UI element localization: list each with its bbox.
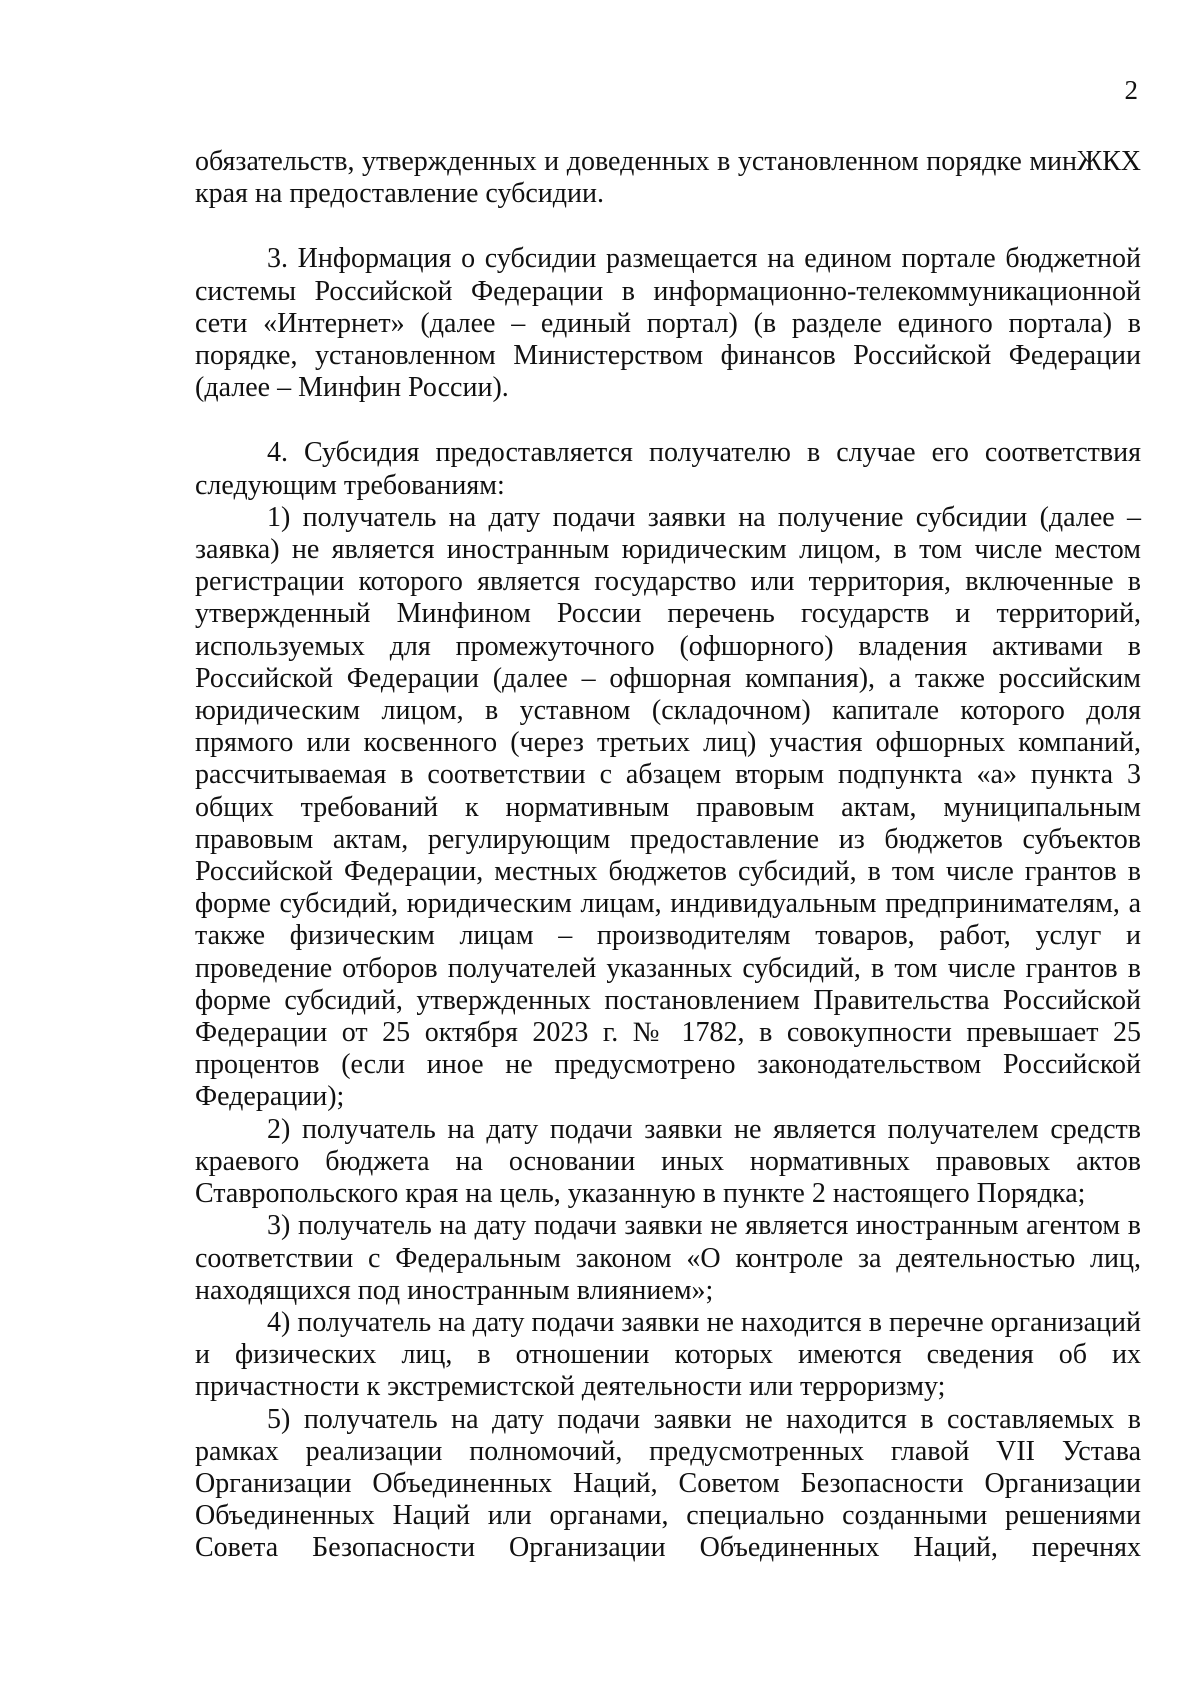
subitem-3: 3) получатель на дату подачи заявки не является иностранным агентом в соответствии с Федеральным законом «О контроле за деятельностью лиц, находящихся под иностранным влиянием»; xyxy=(195,1210,1141,1306)
paragraph-continuation: обязательств, утвержденных и доведенных в установленном порядке минЖКХ края на предоставление субсидии. xyxy=(195,146,1141,210)
paragraph-item-4: 4. Субсидия предоставляется получателю в случае его соответствия следующим требованиям: xyxy=(195,437,1141,501)
subitem-5: 5) получатель на дату подачи заявки не находится в составляемых в рамках реализации полномочий, предусмотренных главой VII Устава Организации Объединенных Наций, Советом Безопасности Организации Объединенных Наций или органами, специально созданными решениями Совета Безопасности Организации Объединенных Наций, перечнях xyxy=(195,1403,1141,1564)
subitem-1: 1) получатель на дату подачи заявки на получение субсидии (далее – заявка) не является иностранным юридическим лицом, в том числе местом регистрации которого является государство или территория, включенные в утвержденный Минфином России перечень государств и территорий, используемых для промежуточного (офшорного) владения активами в Российской Федерации (далее – офшорная компания), а также российским юридическим лицом, в уставном (складочном) капитале которого доля прямого или косвенного (через третьих лиц) участия офшорных компаний, рассчитываемая в соответствии с абзацем вторым подпункта «а» пункта 3 общих требований к нормативным правовым актам, муниципальным правовым актам, регулирующим предоставление из бюджетов субъектов Российской Федерации, местных бюджетов субсидий, в том числе грантов в форме субсидий, юридическим лицам, индивидуальным предпринимателям, а также физическим лицам – производителям товаров, работ, услуг и проведение отборов получателей указанных субсидий, в том числе грантов в форме субсидий, утвержденных постановлением Правительства Российской Федерации от 25 октября 2023 г. № 1782, в совокупности превышает 25 процентов (если иное не предусмотрено законодательством Российской Федерации); xyxy=(195,501,1141,1113)
document-body xyxy=(195,146,1141,1565)
paragraph-item-3: 3. Информация о субсидии размещается на едином портале бюджетной системы Российской Федерации в информационно-телекоммуникационной сети «Интернет» (далее – единый портал) (в разделе единого портала) в порядке, установленном Министерством финансов Российской Федерации (далее – Минфин России). xyxy=(195,243,1141,404)
subitem-4: 4) получатель на дату подачи заявки не находится в перечне организаций и физических лиц, в отношении которых имеются сведения об их причастности к экстремистской деятельности или терроризму; xyxy=(195,1306,1141,1403)
subitem-2: 2) получатель на дату подачи заявки не является получателем средств краевого бюджета на основании иных нормативных правовых актов Ставропольского края на цель, указанную в пункте 2 настоящего Порядка; xyxy=(195,1113,1141,1210)
page-number: 2 xyxy=(1124,75,1138,105)
